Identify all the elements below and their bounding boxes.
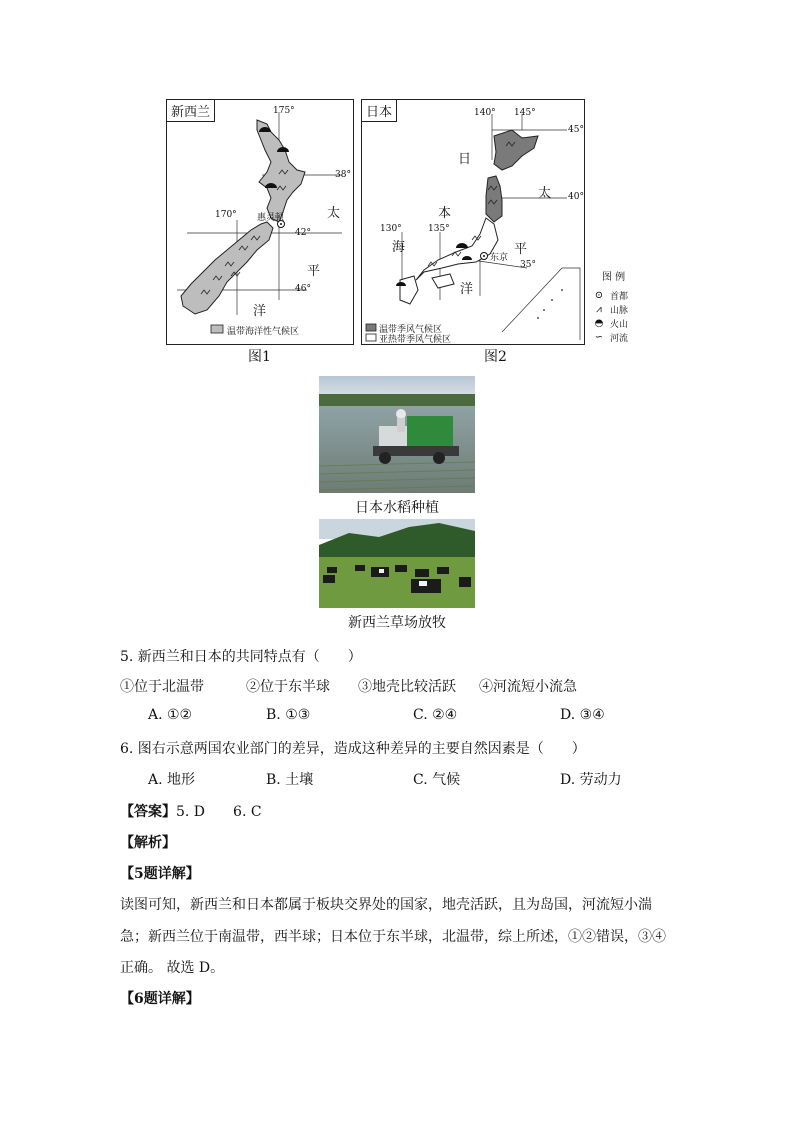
map2-legend-subtropical: 亚热带季风气候区 [379,335,452,345]
map2-caption: 图2 [484,349,507,365]
map2-label-ping: 平 [514,242,528,257]
q5-statement-1: ①位于北温带 [120,679,204,695]
shikoku-shape [432,274,454,288]
map1-caption: 图1 [248,349,271,365]
map2-lat35: 35° [520,260,536,270]
q5-option-c[interactable]: C. ②④ [413,707,458,723]
map1-lat42: 42° [295,228,311,238]
map1-lat46: 46° [295,284,311,294]
river-icon: ∽ [594,331,604,343]
japan-map-graphic [362,100,584,344]
q6-option-d[interactable]: D. 劳动力 [560,772,622,788]
map-japan [361,99,585,345]
legend-item-mountain: ⩘ 山脉 [592,302,642,316]
legend-title: 图 例 [602,272,626,283]
photo-rice-planting [319,376,475,493]
map2-title: 日本 [362,100,397,122]
q5-statement-2: ②位于东半球 [246,679,330,695]
photo1-caption: 日本水稻种植 [355,500,439,516]
photo2-caption: 新西兰草场放牧 [348,615,446,631]
q6-stem: 6. 图右示意两国农业部门的差异，造成这种差异的主要自然因素是（ ） [120,741,586,757]
photo-cattle-grazing [319,519,475,608]
map2-label-yang: 洋 [460,282,474,297]
map1-label-tai: 太 [327,206,341,221]
map2-legend-temperate: 温带季风气候区 [379,325,443,335]
answer-line [120,801,262,821]
q5-option-d[interactable]: D. ③④ [560,707,605,723]
q6-option-b[interactable]: B. 土壤 [266,772,314,788]
map2-lon135: 135° [428,224,450,234]
map2-lat45: 45° [568,125,584,135]
q5-statement-3: ③地壳比较活跃 [358,679,456,695]
cattle-grazing-image [319,519,475,608]
q6-option-a[interactable]: A. 地形 [148,772,196,788]
detail5-title: 【5题详解】 [120,866,200,882]
analysis-label: 【解析】 [120,835,176,851]
q5-stem: 5. 新西兰和日本的共同特点有（ ） [120,649,362,665]
q6-option-c[interactable]: C. 气候 [413,772,461,788]
map2-label-ri: 日 [458,152,472,167]
answer-text: 5. D 6. C [176,804,262,820]
map2-label-tai: 太 [538,186,552,201]
detail5-line-2: 急；新西兰位于南温带，西半球；日本位于东半球，北温带，综上所述，①②错误，③④ [120,929,666,945]
map1-label-ping: 平 [307,264,321,279]
map-legend [592,268,642,344]
kyushu-shape [400,276,418,304]
answer-label: 【答案】 [120,804,176,820]
map1-capital-label: 惠灵顿 [257,213,285,223]
legend-item-river: ∽ 河流 [592,330,642,344]
detail5-line-3: 正确。 故选 D。 [120,960,225,976]
rice-planting-image [319,376,475,493]
mountain-icon: ⩘ [596,303,602,315]
map2-label-hai: 海 [392,240,406,255]
map2-lon130: 130° [380,224,402,234]
map-new-zealand [166,99,354,345]
map2-lat40: 40° [568,192,584,202]
hokkaido-shape [494,130,538,170]
capital-icon: ⊙ [594,289,604,301]
map2-lon145: 145° [514,108,536,118]
legend-item-volcano: ◓ 火山 [592,316,642,330]
map1-legend-label: 温带海洋性气候区 [227,327,300,337]
q5-option-a[interactable]: A. ①② [148,707,193,723]
detail5-line-1: 读图可知，新西兰和日本都属于板块交界处的国家，地壳活跃，且为岛国，河流短小湍 [120,897,652,913]
map1-label-yang: 洋 [253,304,267,319]
map1-lon175: 175° [273,106,295,116]
honshu-north-shape [486,176,502,222]
map1-lat38: 38° [335,170,351,180]
map2-lon140: 140° [474,108,496,118]
legend-item-capital: ⊙ 首都 [592,288,642,302]
map1-lon170: 170° [215,210,237,220]
q5-option-b[interactable]: B. ①③ [266,707,311,723]
map2-label-ben: 本 [438,206,452,221]
detail6-title: 【6题详解】 [120,991,200,1007]
map1-title: 新西兰 [167,100,215,122]
map2-capital-label: 东京 [490,253,509,263]
q5-statement-4: ④河流短小流急 [479,679,577,695]
volcano-icon: ◓ [594,317,604,329]
